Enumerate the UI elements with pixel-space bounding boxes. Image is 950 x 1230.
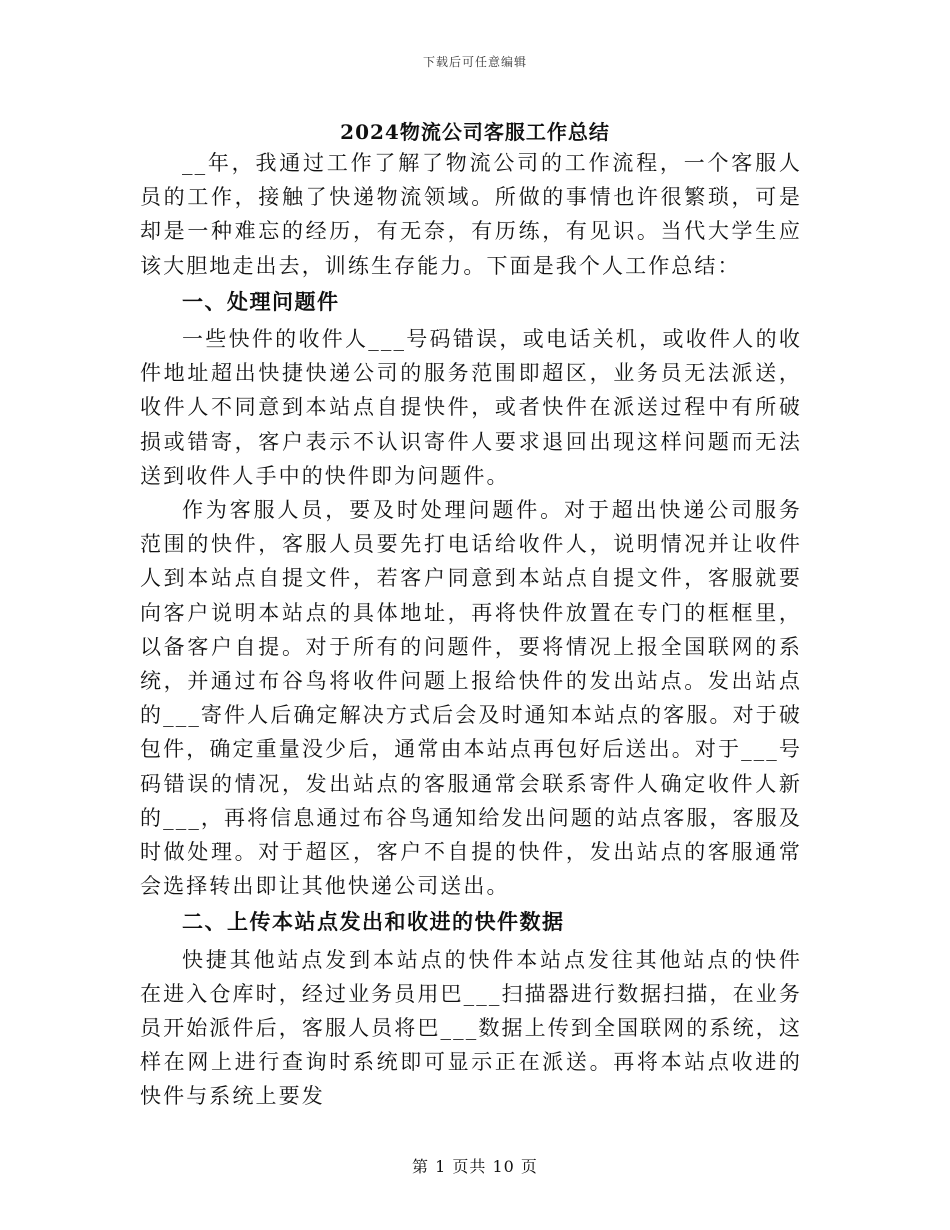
document-body: [140, 146, 802, 1114]
document-title: 2024物流公司客服工作总结: [340, 120, 610, 144]
section-2-paragraph-1: 快捷其他站点发到本站点的快件本站点发往其他站点的快件在进入仓库时，经过业务员用巴___扫描器进行数据扫描，在业务员开始派件后，客服人员将巴___数据上传到全国联网的系统，这样在网上进行查询时系统即可显示正在派送。再将本站点收进的快件与系统上要发: [140, 947, 802, 1109]
intro-paragraph: __年，我通过工作了解了物流公司的工作流程，一个客服人员的工作，接触了快递物流领域。所做的事情也许很繁琐，可是却是一种难忘的经历，有无奈，有历练，有见识。当代大学生应该大胆地走出去，训练生存能力。下面是我个人工作总结：: [140, 151, 802, 278]
page-footer: 第 1 页共 10 页: [412, 1157, 538, 1176]
section-1-paragraph-2: 作为客服人员，要及时处理问题件。对于超出快递公司服务范围的快件，客服人员要先打电话给收件人，说明情况并让收件人到本站点自提文件，若客户同意到本站点自提文件，客服就要向客户说明本站点的具体地址，再将快件放置在专门的框框里，以备客户自提。对于所有的问题件，要将情况上报全国联网的系统，并通过布谷鸟将收件问题上报给快件的发出站点。发出站点的___寄件人后确定解决方式后会及时通知本站点的客服。对于破包件，确定重量没少后，通常由本站点再包好后送出。对于___号码错误的情况，发出站点的客服通常会联系寄件人确定收件人新的___，再将信息通过布谷鸟通知给发出问题的站点客服，客服及时做处理。对于超区，客户不自提的快件，发出站点的客服通常会选择转出即让其他快递公司送出。: [140, 498, 802, 899]
section-1-paragraph-1: 一些快件的收件人___号码错误，或电话关机，或收件人的收件地址超出快捷快递公司的服务范围即超区，业务员无法派送，收件人不同意到本站点自提快件，或者快件在派送过程中有所破损或错寄，客户表示不认识寄件人要求退回出现这样问题而无法送到收件人手中的快件即为问题件。: [140, 327, 802, 488]
header-note: 下载后可任意编辑: [422, 55, 527, 69]
section-1-heading: 一、处理问题件: [182, 288, 340, 314]
section-2-heading: 二、上传本站点发出和收进的快件数据: [182, 909, 565, 935]
